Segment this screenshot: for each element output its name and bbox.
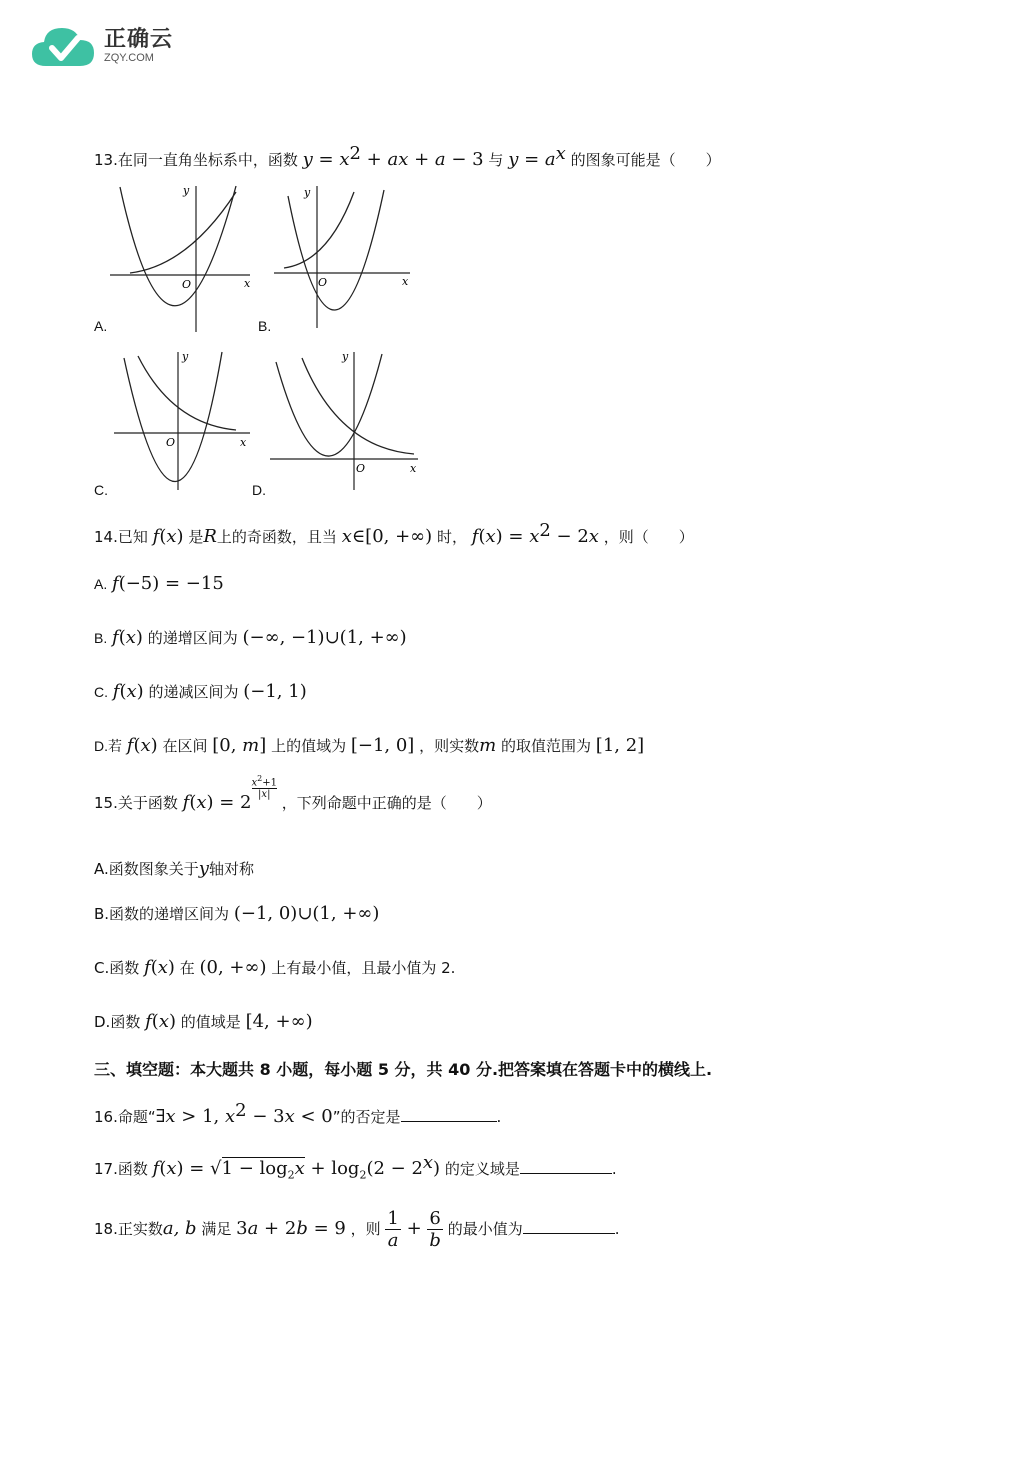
q17: 17.函数 $f(x) = √1 - \log_2x + \log_2(2 - 2^x)$ 的定义域是 . [94,1152,617,1182]
svg-text:O: O [318,276,328,289]
q15-option-b: B.函数的递增区间为 (−1, 0)∪(1, +∞) [94,903,380,924]
q16-answer-blank[interactable] [401,1121,497,1122]
svg-text:x: x [410,462,417,475]
svg-text:y: y [182,350,189,363]
option-c-label: C. [94,482,108,498]
q15-option-c: C.函数 f(x) 在 (0, +∞) 上有最小值，且最小值为 2. [94,957,456,978]
q16: 16.命题“∃x > 1, $x^2 - 3x < 0$”的否定是 . [94,1100,502,1127]
logo-subtitle: ZQY.COM [104,51,154,64]
logo [30,22,173,70]
svg-text:y: y [183,184,190,197]
cloud-check-icon [30,22,98,70]
svg-text:x: x [244,277,251,290]
section-3-heading: 三、填空题：本大题共 8 小题，每小题 5 分，共 40 分.把答案填在答题卡中的横线上. [94,1060,713,1079]
logo-title: 正确云 [104,26,174,52]
q14-option-a: A. f(−5) = −15 [94,573,224,594]
graph-option-d [268,348,424,494]
q18-answer-blank[interactable] [523,1233,615,1234]
svg-text:x: x [240,436,247,449]
svg-text:x: x [402,275,409,288]
graph-option-a [108,182,256,334]
q14-stem: 14.已知 f(x) 是R上的奇函数，且当 x∈[0, +∞) 时， $f(x) = x^2 - 2x$ ，则（ ） [94,520,694,547]
graph-option-c [112,348,254,494]
svg-text:y: y [342,350,349,363]
q15-option-d: D.函数 f(x) 的值域是 [4, +∞) [94,1011,313,1032]
q15-option-a: A.函数图象关于y轴对称 [94,858,254,879]
q15-stem: 15.关于函数 f(x) = 2 $\frac{x^2+1}{|x|}$ ，下列命题中正确的是（ ） [94,774,492,813]
svg-text:O: O [182,278,192,291]
svg-text:O: O [356,462,366,475]
svg-text:y: y [304,186,311,199]
q18: 18.正实数a, b 满足 3a + 2b = 9 ，则 $\frac{1}{a}$ + $\frac{6}{b}$ 的最小值为 . [94,1208,620,1251]
option-a-label: A. [94,318,108,334]
option-d-label: D. [252,482,266,498]
q14-option-c: C. f(x) 的递减区间为 (−1, 1) [94,681,307,702]
q13-stem: 13.在同一直角坐标系中，函数 $y = x^2$ + ax + a − 3 与 $y = a^x$ 的图象可能是（ ） [94,143,721,170]
option-b-label: B. [258,318,272,334]
q14-option-b: B. f(x) 的递增区间为 (−∞, −1)∪(1, +∞) [94,627,407,648]
q14-option-d: D.若 f(x) 在区间 [0, m] 上的值域为 [−1, 0] ，则实数m 的取值范围为 [1, 2] [94,735,645,756]
graph-option-b [272,182,414,332]
q17-answer-blank[interactable] [520,1173,612,1174]
svg-text:O: O [166,436,176,449]
